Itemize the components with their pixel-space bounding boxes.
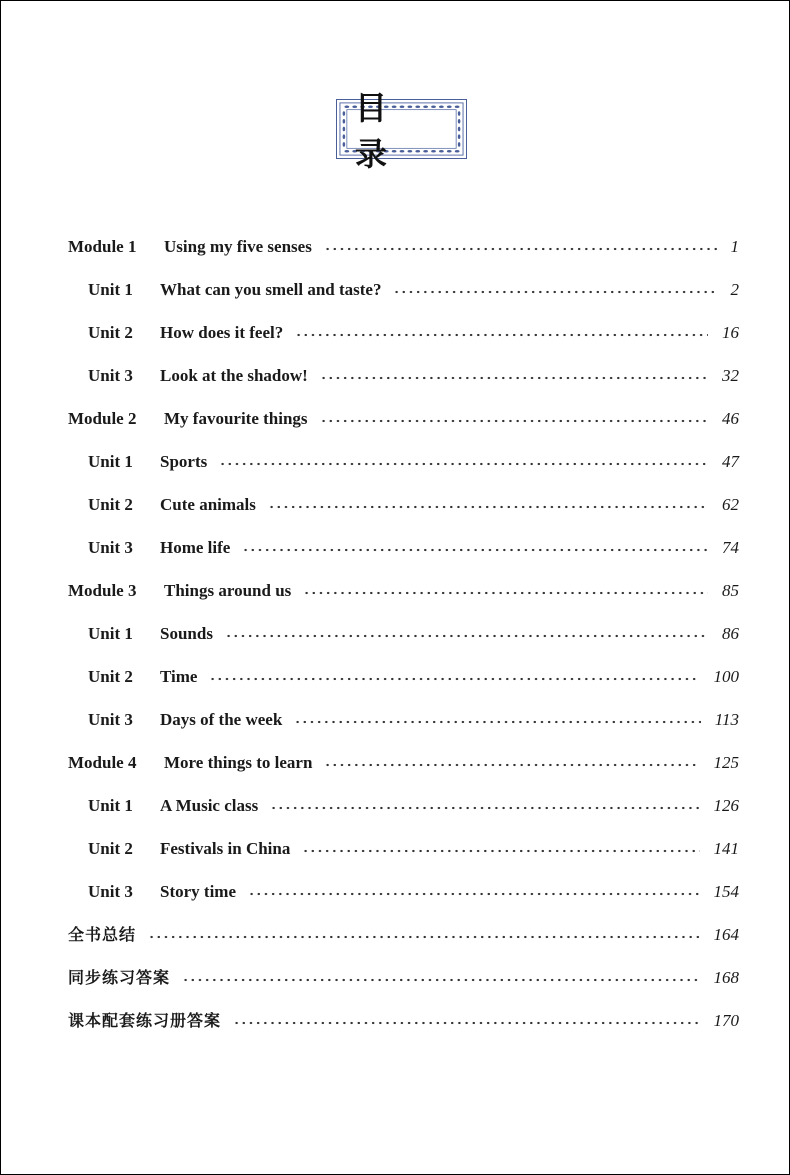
toc-entry[interactable]	[1, 573, 790, 603]
dot-leader	[294, 720, 701, 724]
toc-entry[interactable]	[1, 401, 790, 431]
dot-leader	[209, 677, 700, 681]
entry-title: A Music class	[160, 796, 259, 815]
entry-label: Module 1	[68, 237, 137, 256]
dot-leader	[148, 935, 700, 939]
entry-title: Sports	[160, 452, 208, 471]
dot-leader	[302, 849, 700, 853]
dot-leader	[219, 462, 708, 466]
toc-entry[interactable]	[1, 1003, 790, 1033]
entry-title: Sounds	[160, 624, 213, 643]
dot-leader	[248, 892, 700, 896]
entry-label: Unit 2	[88, 495, 133, 514]
entry-page-number: 168	[713, 968, 739, 987]
toc-entry[interactable]	[1, 530, 790, 560]
dot-leader	[242, 548, 708, 552]
entry-title: Story time	[160, 882, 237, 901]
toc-entry[interactable]	[1, 831, 790, 861]
entry-page-number: 126	[713, 796, 739, 815]
entry-title: Festivals in China	[160, 839, 291, 858]
entry-page-number: 141	[713, 839, 739, 858]
entry-page-number: 62	[722, 495, 739, 514]
entry-label: Unit 1	[88, 796, 133, 815]
entry-title: 课本配套练习册答案	[68, 1011, 222, 1030]
entry-title: My favourite things	[164, 409, 308, 428]
toc-entry[interactable]	[1, 229, 790, 259]
entry-title: More things to learn	[164, 753, 313, 772]
dot-leader	[324, 763, 700, 767]
entry-label: Module 2	[68, 409, 137, 428]
entry-page-number: 16	[722, 323, 739, 342]
entry-page-number: 164	[713, 925, 739, 944]
dot-leader	[393, 290, 717, 294]
entry-label: Unit 3	[88, 538, 133, 557]
entry-title: Using my five senses	[164, 237, 312, 256]
entry-title: What can you smell and taste?	[160, 280, 382, 299]
entry-title: Time	[160, 667, 198, 686]
toc-entry[interactable]	[1, 745, 790, 775]
entry-label: Unit 1	[88, 280, 133, 299]
entry-title: How does it feel?	[160, 323, 284, 342]
toc-entry[interactable]	[1, 659, 790, 689]
entry-label: Module 3	[68, 581, 137, 600]
entry-label: Unit 3	[88, 710, 133, 729]
entry-page-number: 154	[713, 882, 739, 901]
entry-label: Unit 2	[88, 839, 133, 858]
dot-leader	[182, 978, 700, 982]
entry-page-number: 170	[713, 1011, 739, 1030]
toc-entry[interactable]	[1, 444, 790, 474]
entry-title: 同步练习答案	[68, 968, 171, 987]
dot-leader	[268, 505, 708, 509]
dot-leader	[324, 247, 717, 251]
entry-page-number: 46	[722, 409, 739, 428]
entry-title: Home life	[160, 538, 231, 557]
toc-entry[interactable]	[1, 487, 790, 517]
toc-entry[interactable]	[1, 702, 790, 732]
entry-label: Unit 3	[88, 366, 133, 385]
toc-entry[interactable]	[1, 874, 790, 904]
entry-label: Unit 2	[88, 323, 133, 342]
entry-label: Unit 1	[88, 624, 133, 643]
entry-page-number: 86	[722, 624, 739, 643]
dot-leader	[225, 634, 708, 638]
toc-entry[interactable]	[1, 917, 790, 947]
entry-label: Unit 1	[88, 452, 133, 471]
entry-title: 全书总结	[68, 925, 137, 944]
dot-leader	[295, 333, 708, 337]
toc-entry[interactable]	[1, 272, 790, 302]
entry-page-number: 47	[722, 452, 739, 471]
entry-page-number: 32	[722, 366, 739, 385]
entry-page-number: 100	[713, 667, 739, 686]
entry-label: Unit 3	[88, 882, 133, 901]
dot-leader	[320, 419, 708, 423]
entry-page-number: 2	[730, 280, 739, 299]
toc-entry[interactable]	[1, 788, 790, 818]
toc-title: 目 录	[355, 89, 408, 173]
entry-page-number: 74	[722, 538, 739, 557]
title-frame	[336, 89, 467, 173]
entry-title: Things around us	[164, 581, 292, 600]
toc-entry[interactable]	[1, 616, 790, 646]
entry-title: Days of the week	[160, 710, 283, 729]
entry-label: Module 4	[68, 753, 137, 772]
dot-leader	[320, 376, 708, 380]
entry-page-number: 125	[713, 753, 739, 772]
toc-entry[interactable]	[1, 315, 790, 345]
dot-leader	[270, 806, 700, 810]
toc-entry[interactable]	[1, 358, 790, 388]
entry-title: Cute animals	[160, 495, 256, 514]
entry-label: Unit 2	[88, 667, 133, 686]
entry-title: Look at the shadow!	[160, 366, 308, 385]
entry-page-number: 1	[730, 237, 739, 256]
toc-entry[interactable]	[1, 960, 790, 990]
dot-leader	[303, 591, 708, 595]
entry-page-number: 85	[722, 581, 739, 600]
entry-page-number: 113	[714, 710, 739, 729]
dot-leader	[233, 1021, 700, 1025]
